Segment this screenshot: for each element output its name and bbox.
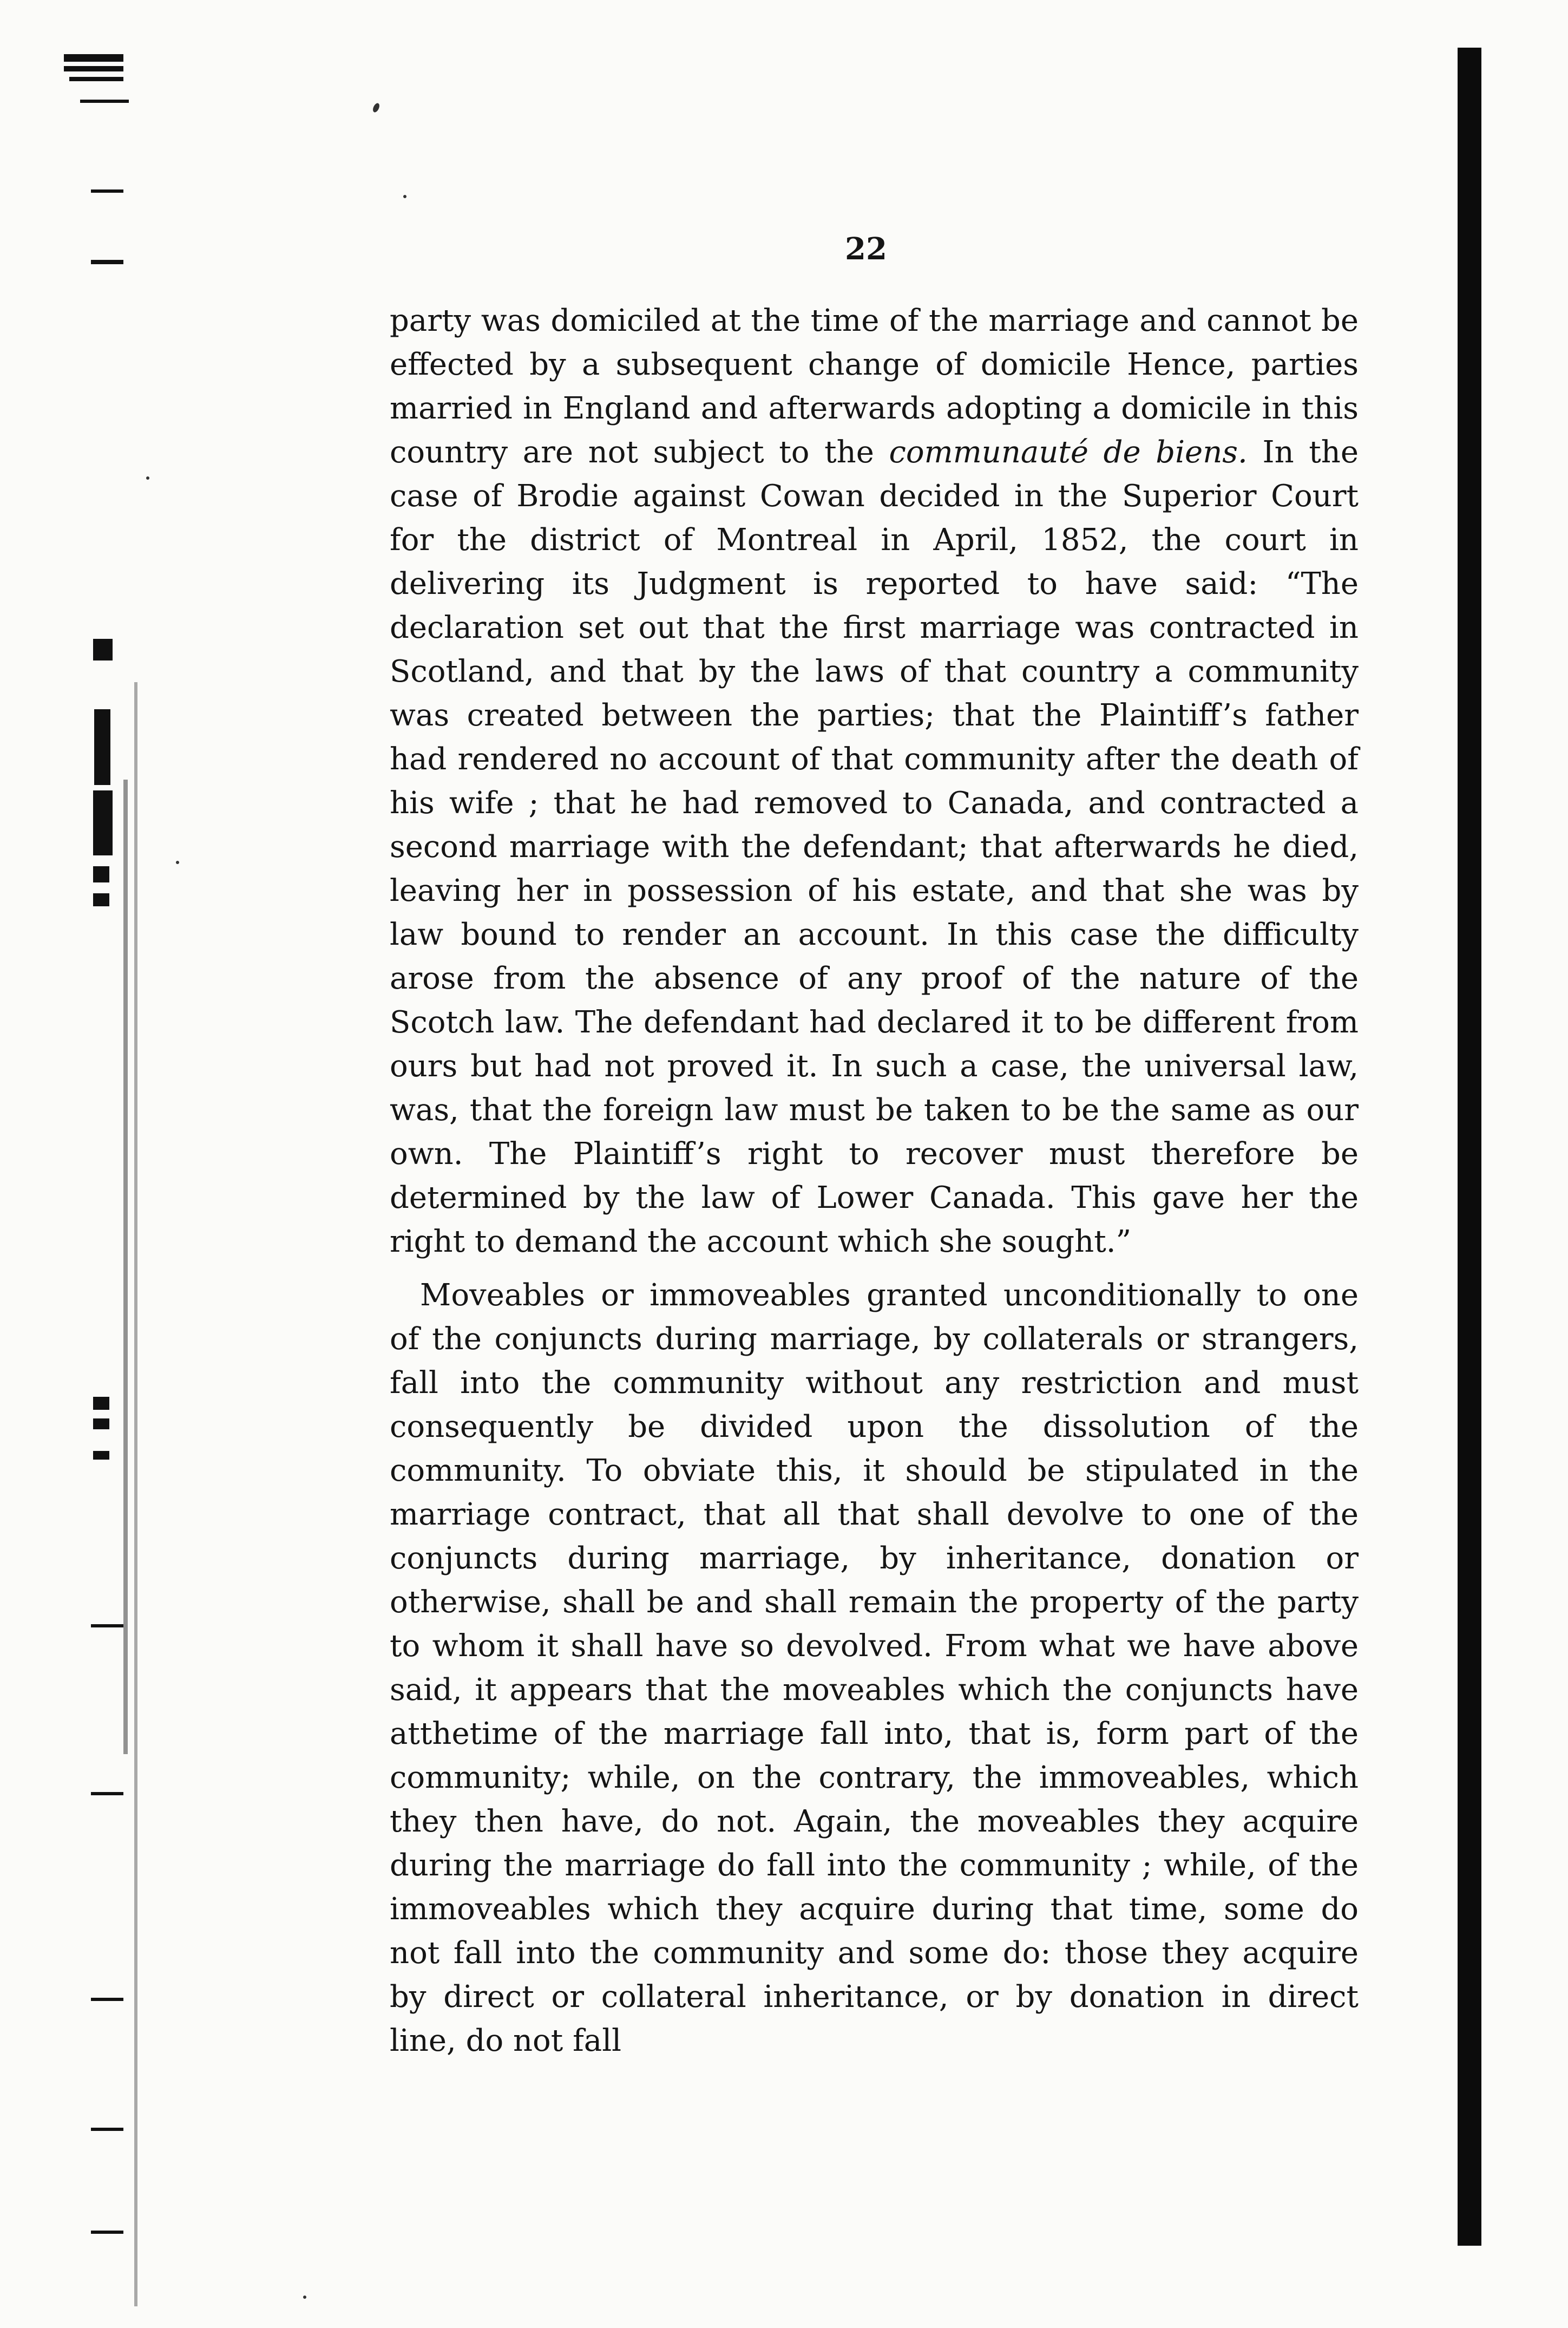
edge-mark	[93, 639, 113, 661]
edge-mark	[91, 1998, 123, 2001]
paragraph-1-text-a: party was domiciled at the time of the marriage and cannot be effected by a subsequent change of domicile Hence, parties married in England and afterwards adopting a domicile in this country are not subject to the	[390, 303, 1359, 470]
edge-mark	[94, 709, 110, 785]
edge-mark	[134, 682, 137, 2306]
edge-mark	[93, 893, 109, 906]
edge-mark	[93, 790, 113, 855]
paragraph-1-text-b: In the case of Brodie against Cowan decided in the Superior Court for the district of Montreal in April, 1852, the court in delivering its Judgment is reported to have said: “The declaration set out that the first marriage was contracted in Scotland, and that by the laws of that country a community was created between the parties; that the Plaintiff’s father had rendered no account of that community after the death of his wife ; that he had removed to Canada, and contracted a second marriage with the defendant; that afterwards he died, leaving her in possession of his estate, and that she was by law bound to render an account. In this case the difficulty arose from the absence of any proof of the nature of the Scotch law. The defendant had declared it to be different from ours but had not proved it. In such a case, the universal law, was, that the foreign law must be taken to be the same as our own. The Plaintiff’s right to recover must therefore be determined by the law of Lower Canada. This gave her the right to demand the account which she sought.”	[390, 435, 1359, 1259]
edge-mark	[91, 2128, 123, 2131]
edge-mark	[64, 66, 123, 71]
edge-mark	[123, 780, 128, 1754]
edge-mark	[93, 866, 109, 882]
ink-speck	[176, 861, 179, 864]
ink-speck	[372, 102, 381, 114]
edge-mark	[91, 1624, 123, 1627]
edge-mark	[91, 2231, 123, 2234]
paragraph-1-italic-term: communauté de biens.	[889, 435, 1248, 470]
edge-mark	[93, 1397, 109, 1410]
ink-speck	[403, 195, 406, 198]
edge-mark	[91, 189, 123, 193]
edge-mark	[80, 100, 129, 103]
edge-mark	[69, 77, 123, 81]
page-number: 22	[845, 231, 887, 267]
edge-mark	[64, 54, 123, 62]
edge-mark	[93, 1451, 109, 1460]
scan-edge-bar	[1458, 48, 1481, 2246]
edge-mark	[91, 1792, 123, 1795]
paragraph-1	[390, 299, 1359, 1264]
binding-edge-marks	[48, 32, 161, 2306]
body-text	[390, 299, 1359, 2063]
edge-mark	[91, 260, 123, 264]
edge-mark	[93, 1418, 109, 1429]
ink-speck	[146, 476, 149, 480]
paragraph-2: Moveables or immoveables granted unconditionally to one of the conjuncts during marriage, by collaterals or strangers, fall into the community without any restriction and must consequently be divided upon the dissolution of the community. To obviate this, it should be stipulated in the marriage contract, that all that shall devolve to one of the conjuncts during marriage, by inheritance, donation or otherwise, shall be and shall remain the property of the party to whom it shall have so devolved. From what we have above said, it appears that the moveables which the conjuncts have atthetime of the marriage fall into, that is, form part of the community; while, on the contrary, the immoveables, which they then have, do not. Again, the moveables they acquire during the marriage do fall into the community ; while, of the immoveables which they acquire during that time, some do not fall into the community and some do: those they acquire by direct or collateral inheritance, or by donation in direct line, do not fall	[390, 1278, 1359, 2058]
ink-speck	[303, 2296, 306, 2299]
